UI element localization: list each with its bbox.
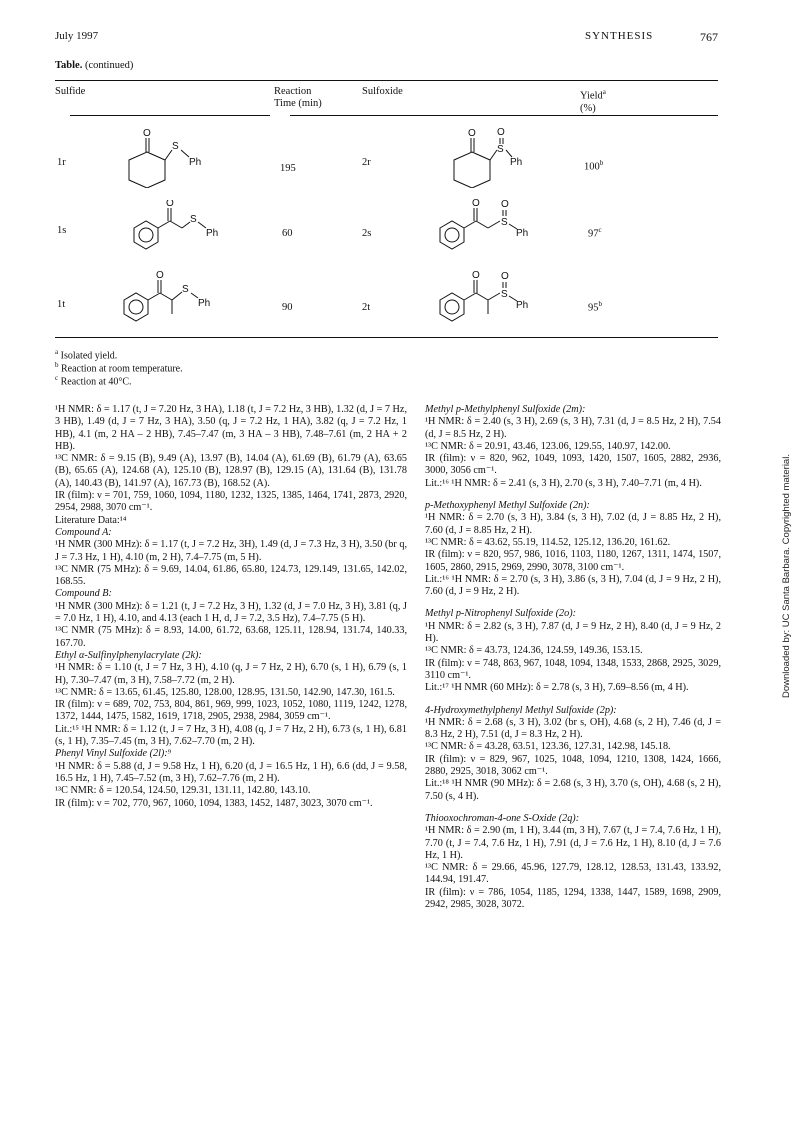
atom-o: O bbox=[468, 128, 476, 139]
row-1r-yield-value: 100 bbox=[584, 161, 600, 173]
row-1s-yield-sup: c bbox=[598, 226, 602, 234]
compound-heading: Ethyl α-Sulfinylphenylacrylate (2k): bbox=[55, 649, 202, 661]
paragraph: ¹H NMR (300 MHz): δ = 1.21 (t, J = 7.2 Hz, 3 H), 1.32 (d, J = 7.0 Hz, 3 H), 3.81 (q, J = 7.0 Hz, 1 H), 4.10, and 4.13 (each 1 H, d, J = 7.2, 3.5 Hz), 7.4–7.75 (5 H). bbox=[55, 600, 407, 625]
footnote-text: Isolated yield. bbox=[60, 350, 118, 362]
row-1r-yield bbox=[584, 159, 603, 173]
compound-heading: p-Methoxyphenyl Methyl Sulfoxide (2n): bbox=[425, 500, 590, 512]
paragraph: ¹H NMR: δ = 5.88 (d, J = 9.58 Hz, 1 H), 6.20 (d, J = 16.5 Hz, 1 H), 6.6 (dd, J = 9.58, 16.5 Hz, 1 H), 7.45–7.52 (m, 3 H), 7.62–7.76 (m, 2 H). bbox=[55, 760, 407, 784]
header-rule-left bbox=[70, 115, 270, 116]
paragraph: ¹³C NMR: δ = 20.91, 43.46, 123.06, 129.55, 140.97, 142.00. bbox=[425, 440, 671, 452]
compound-heading: Thiooxochroman-4-one S-Oxide (2q): bbox=[425, 812, 580, 824]
header-journal: SYNTHESIS bbox=[585, 30, 654, 42]
row-1t-yield bbox=[588, 300, 602, 314]
paragraph: Lit.:¹⁵ ¹H NMR: δ = 1.12 (t, J = 7 Hz, 3 H), 4.08 (q, J = 7 Hz, 2 H), 6.73 (s, 1 H), 6.81 (s, 1 H), 7.35–7.45 (m, 3 H), 7.62–7.70 (m, 2 H). bbox=[55, 723, 407, 748]
paragraph: ¹H NMR: δ = 1.17 (t, J = 7.20 Hz, 3 HA), 1.18 (t, J = 7.2 Hz, 3 HB), 1.32 (d, J = 7 Hz, 3 HB), 1.49 (d, J = 7 Hz, 3 HA), 3.50 (q, J = 7.2 Hz, 1 HA), 3.82 (q, J = 7.2 Hz, 1 HB), 4.1 (m, 2 HA – 2 HB), 7.45–7.47 (m, 3 HA – 3 HB), 7.48–7.61 (m, 2 HA + 2 HB). bbox=[55, 404, 407, 452]
table-top-rule bbox=[55, 80, 718, 81]
atom-s: S bbox=[501, 217, 508, 228]
paragraph: ¹H NMR: δ = 2.82 (s, 3 H), 7.87 (d, J = 9 Hz, 2 H), 8.40 (d, J = 9 Hz, 2 H). bbox=[425, 620, 721, 645]
header-date: July 1997 bbox=[55, 30, 99, 42]
paragraph: ¹³C NMR: δ = 13.65, 61.45, 125.80, 128.00, 128.95, 131.50, 142.90, 147.30, 161.5. bbox=[55, 686, 395, 698]
row-1s-sulfide-id: 1s bbox=[57, 225, 67, 236]
download-notice bbox=[772, 438, 792, 698]
row-1t-sulfoxide-id: 2t bbox=[362, 302, 371, 313]
structure-2t bbox=[424, 268, 554, 337]
col-header-sulfide: Sulfide bbox=[55, 86, 86, 97]
atom-o: O bbox=[156, 270, 164, 281]
paragraph: ¹³C NMR: δ = 120.54, 124.50, 129.31, 131.11, 142.80, 143.10. bbox=[55, 785, 311, 797]
compound-heading: Methyl p-Methylphenyl Sulfoxide (2m): bbox=[425, 404, 586, 415]
col-header-sulfoxide: Sulfoxide bbox=[362, 86, 403, 97]
paragraph: Lit.:¹⁷ ¹H NMR (60 MHz): δ = 2.78 (s, 3 H), 7.69–8.56 (m, 4 H). bbox=[425, 682, 689, 694]
col-header-time-line1: Reaction bbox=[274, 86, 312, 97]
structure-1t bbox=[108, 270, 228, 337]
compound-heading: Phenyl Vinyl Sulfoxide (2l):⁹ bbox=[55, 748, 172, 760]
col-header-yield-sup: a bbox=[602, 88, 606, 96]
col-header-time-line2: Time (min) bbox=[274, 98, 322, 109]
table-title bbox=[55, 60, 133, 71]
paragraph: Lit.:¹⁸ ¹H NMR (90 MHz): δ = 2.68 (s, 3 H), 3.70 (s, OH), 4.68 (s, 2 H), 7.50 (s, 4 H). bbox=[425, 778, 721, 802]
paragraph: ¹³C NMR (75 MHz): δ = 9.69, 14.04, 61.86, 65.80, 124.73, 129.149, 131.65, 142.02, 168.55. bbox=[55, 563, 407, 588]
structure-2r bbox=[440, 124, 550, 193]
structure-1r bbox=[115, 124, 225, 193]
atom-ph: Ph bbox=[516, 300, 529, 311]
atom-ph: Ph bbox=[206, 228, 219, 239]
paragraph: IR (film): ν = 702, 770, 967, 1060, 1094, 1383, 1452, 1487, 3023, 3070 cm⁻¹. bbox=[55, 797, 373, 809]
compound-heading: 4-Hydroxymethylphenyl Methyl Sulfoxide (2p): bbox=[425, 704, 617, 716]
row-1t-sulfide-id: 1t bbox=[57, 299, 66, 310]
footnote-c bbox=[55, 372, 132, 388]
atom-o: O bbox=[501, 271, 509, 282]
paragraph: IR (film): ν = 820, 962, 1049, 1093, 1420, 1507, 1605, 2882, 2936, 3000, 3056 cm⁻¹. bbox=[425, 453, 721, 477]
footnote-text: Reaction at 40°C. bbox=[60, 376, 132, 388]
row-1s-sulfoxide-id: 2s bbox=[362, 228, 372, 239]
row-1s-yield bbox=[588, 226, 602, 240]
paragraph: IR (film): ν = 701, 759, 1060, 1094, 1180, 1232, 1325, 1385, 1464, 1741, 2873, 2920, 2954, 2988, 3070 cm⁻¹. bbox=[55, 490, 407, 514]
paragraph: IR (film): ν = 748, 863, 967, 1048, 1094, 1348, 1533, 2868, 2925, 3029, 3110 cm⁻¹. bbox=[425, 657, 721, 681]
download-notice-text: Downloaded by: UC Santa Barbara. Copyrighted material. bbox=[781, 454, 792, 698]
atom-ph: Ph bbox=[510, 157, 523, 168]
atom-s: S bbox=[501, 289, 508, 300]
table-bottom-rule bbox=[55, 337, 718, 338]
atom-s: S bbox=[190, 214, 197, 225]
paragraph: IR (film): ν = 786, 1054, 1185, 1294, 1338, 1447, 1589, 1698, 2909, 2942, 2985, 3028, 3072. bbox=[425, 886, 721, 910]
atom-o: O bbox=[472, 198, 480, 209]
paragraph: ¹H NMR: δ = 2.68 (s, 3 H), 3.02 (br s, OH), 4.68 (s, 2 H), 7.46 (d, J = 8.3 Hz, 2 H), 7.51 (d, J = 8.3 Hz, 2 H). bbox=[425, 716, 721, 741]
paragraph: Literature Data:¹⁴ bbox=[55, 514, 127, 526]
table-title-rest: (continued) bbox=[82, 60, 134, 71]
structure-2s bbox=[424, 198, 554, 263]
atom-s: S bbox=[182, 284, 189, 295]
header-rule-right bbox=[290, 115, 718, 116]
paragraph: ¹³C NMR: δ = 43.73, 124.36, 124.59, 149.36, 153.15. bbox=[425, 645, 643, 657]
col-header-yield-line1: Yield bbox=[580, 90, 603, 102]
row-1r-time: 195 bbox=[280, 163, 296, 174]
atom-ph: Ph bbox=[516, 228, 529, 239]
atom-s: S bbox=[172, 141, 179, 152]
row-1r-yield-sup: b bbox=[599, 159, 604, 167]
paragraph: Lit.:¹⁶ ¹H NMR: δ = 2.41 (s, 3 H), 2.70 (s, 3 H), 7.40–7.71 (m, 4 H). bbox=[425, 477, 702, 489]
atom-s: S bbox=[497, 144, 504, 155]
col-header-yield-line2: (%) bbox=[580, 102, 596, 114]
atom-o: O bbox=[166, 200, 174, 209]
table-label: Table. bbox=[55, 60, 83, 71]
col-header-time bbox=[274, 86, 322, 110]
row-1s-yield-value: 97 bbox=[588, 228, 599, 240]
paragraph: ¹³C NMR: δ = 43.62, 55.19, 114.52, 125.12, 136.20, 161.62. bbox=[425, 536, 671, 548]
compound-heading: Compound B: bbox=[55, 588, 112, 600]
paragraph: ¹³C NMR: δ = 29.66, 45.96, 127.79, 128.12, 128.53, 131.43, 133.92, 144.94, 191.47. bbox=[425, 862, 721, 886]
paragraph: IR (film): ν = 689, 702, 753, 804, 861, 969, 999, 1023, 1052, 1080, 1119, 1242, 1278, 1372, 1444, 1475, 1582, 1619, 1718, 2905, 2938, 2984, 3059 cm⁻¹. bbox=[55, 699, 407, 723]
row-1r-sulfide-id: 1r bbox=[57, 157, 66, 168]
paragraph: IR (film): ν = 829, 967, 1025, 1048, 1094, 1210, 1308, 1424, 1666, 2880, 2925, 3018, 3062 cm⁻¹. bbox=[425, 753, 721, 778]
paragraph: Lit.:¹⁶ ¹H NMR: δ = 2.70 (s, 3 H), 3.86 (s, 3 H), 7.04 (d, J = 9 Hz, 2 H), 7.60 (d, J = 9 Hz, 2 H). bbox=[425, 573, 721, 598]
footnote-mark: a bbox=[55, 348, 59, 356]
atom-o: O bbox=[472, 270, 480, 281]
footnote-mark: b bbox=[55, 361, 59, 369]
atom-ph: Ph bbox=[189, 157, 202, 168]
row-1t-yield-value: 95 bbox=[588, 302, 599, 314]
atom-o: O bbox=[501, 199, 509, 210]
compound-heading: Methyl p-Nitrophenyl Sulfoxide (2o): bbox=[425, 608, 576, 620]
paragraph: ¹³C NMR (75 MHz): δ = 8.93, 14.00, 61.72, 63.68, 125.11, 128.94, 131.74, 140.33, 167.70. bbox=[55, 625, 407, 649]
row-1t-time: 90 bbox=[282, 302, 293, 313]
row-1t-yield-sup: b bbox=[598, 300, 602, 308]
right-text-column bbox=[425, 404, 721, 911]
paragraph: ¹³C NMR: δ = 43.28, 63.51, 123.36, 127.31, 142.98, 145.18. bbox=[425, 741, 671, 753]
footnote-mark: c bbox=[55, 374, 59, 382]
compound-heading: Compound A: bbox=[55, 526, 112, 538]
footnote-text: Reaction at room temperature. bbox=[61, 363, 183, 375]
paragraph: ¹³C NMR: δ = 9.15 (B), 9.49 (A), 13.97 (B), 14.04 (A), 61.69 (B), 61.79 (A), 63.65 (B), 65.65 (A), 124.68 (A), 125.10 (B), 128.97 (B), 129.15 (A), 131.64 (B), 131.78 (A), 140.43 (B), 141.97 (A), 167.73 (B), 168.52 (A). bbox=[55, 453, 407, 489]
paragraph: IR (film): ν = 820, 957, 986, 1016, 1103, 1180, 1267, 1311, 1474, 1507, 1605, 2860, 2915, 2969, 2990, 3078, 3100 cm⁻¹. bbox=[425, 549, 721, 573]
row-1s-time: 60 bbox=[282, 228, 293, 239]
atom-o: O bbox=[143, 128, 151, 139]
structure-1s bbox=[118, 200, 238, 263]
page-number: 767 bbox=[700, 30, 718, 44]
paragraph: ¹H NMR: δ = 2.90 (m, 1 H), 3.44 (m, 3 H), 7.67 (t, J = 7.4, 7.6 Hz, 1 H), 7.70 (t, J = 7.4, 7.6 Hz, 1 H), 7.91 (d, J = 7.6 Hz, 1 H), 8.10 (d, J = 7.6 Hz, 1 H). bbox=[425, 825, 721, 861]
col-header-yield bbox=[580, 86, 606, 115]
row-1r-sulfoxide-id: 2r bbox=[362, 157, 371, 168]
atom-ph: Ph bbox=[198, 298, 211, 309]
paragraph: ¹H NMR: δ = 2.70 (s, 3 H), 3.84 (s, 3 H), 7.02 (d, J = 8.85 Hz, 2 H), 7.60 (d, J = 8.85 Hz, 2 H). bbox=[425, 512, 721, 536]
left-text-column bbox=[55, 404, 407, 810]
paragraph: ¹H NMR (300 MHz): δ = 1.17 (t, J = 7.2 Hz, 3H), 1.49 (d, J = 7.3 Hz, 3 H), 3.50 (br q, J = 7.3 Hz, 1 H), 4.10 (m, 2 H), 7.4–7.75 (m, 5 H). bbox=[55, 539, 407, 563]
atom-o: O bbox=[497, 127, 505, 138]
paragraph: ¹H NMR: δ = 2.40 (s, 3 H), 2.69 (s, 3 H), 7.31 (d, J = 8.5 Hz, 2 H), 7.54 (d, J = 8.5 Hz, 2 H). bbox=[425, 416, 721, 440]
paragraph: ¹H NMR: δ = 1.10 (t, J = 7 Hz, 3 H), 4.10 (q, J = 7 Hz, 2 H), 6.70 (s, 1 H), 6.79 (s, 1 H), 7.30–7.47 (m, 3 H), 7.58–7.72 (m, 2 H). bbox=[55, 662, 407, 686]
